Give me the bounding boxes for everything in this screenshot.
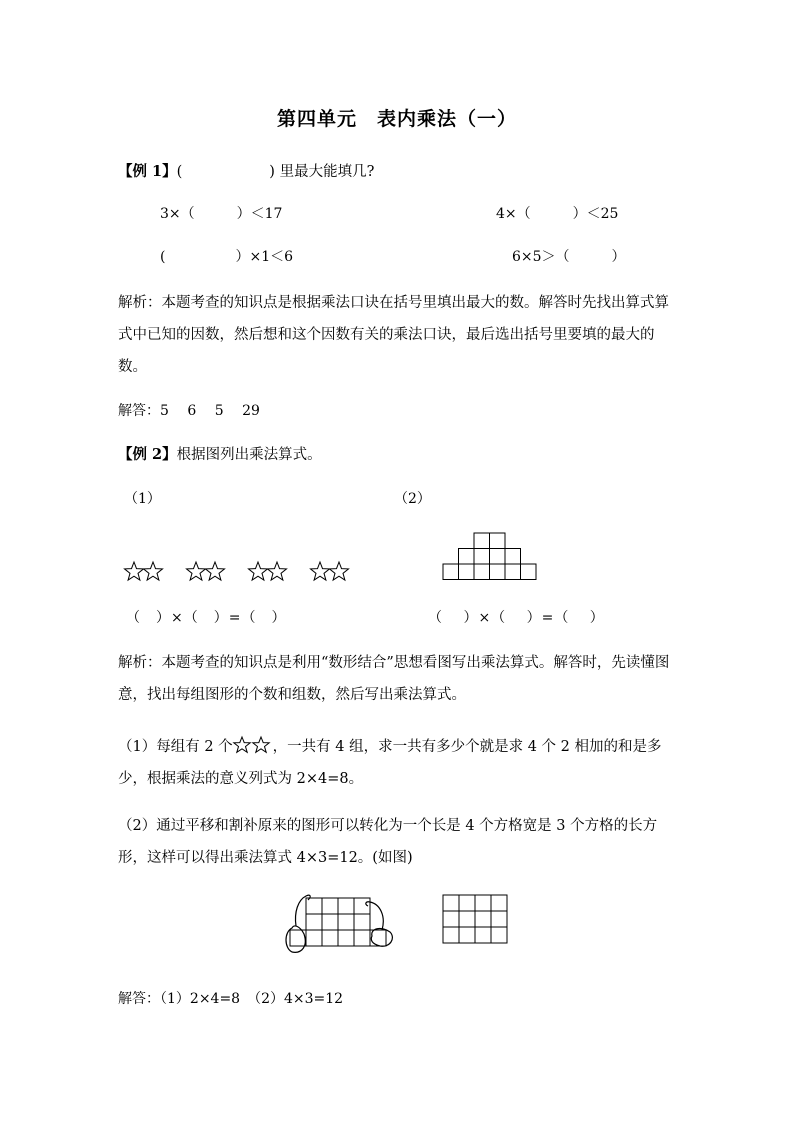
grid-cell [491,911,507,927]
analysis2-answer: 解答：（1）2×4=8 （2）4×3=12 [118,991,344,1007]
example1-label: 【例 1】 [118,163,177,180]
example1-item-2: 4×（ ）＜25 [496,206,619,222]
part1-prefix: （1）每组有 2 个 [118,739,233,755]
analysis1-text: 解析：本题考查的知识点是根据乘法口诀在括号里填出最大的数。解答时先找出算式算式中已知的因数，然后想和这个因数有关的乘法口诀，最后选出括号里要填的最大的数。 [118,295,669,375]
example1-heading [118,160,374,181]
grid-cell [322,914,338,930]
star-icon [187,562,206,580]
analysis2-part1 [118,731,678,795]
grid-cell [322,898,338,914]
grid-cell [459,927,475,943]
star-icon [249,562,268,580]
grid-cell [306,898,322,914]
example2-label: 【例 2】 [118,446,177,463]
grid-cell [338,898,354,914]
grid-cell [474,533,490,549]
grid-cell [475,911,491,927]
grid-cell [322,930,338,946]
grid-cell [505,549,521,565]
example2-heading [118,443,322,464]
blank-equation-2: （ ）×（ ）=（ ） [428,610,605,626]
star-icon [206,562,225,580]
grid-cell [306,914,322,930]
star-icon [125,562,144,580]
grid-cell [505,564,521,580]
grid-cell [338,930,354,946]
example1-question: ( ) 里最大能填几? [176,164,375,180]
block-pyramid-figure [442,532,542,582]
analysis2-text: 解析：本题考查的知识点是利用“数形结合”思想看图写出乘法算式。解答时，先读懂图意，找出每组图形的个数和组数，然后写出乘法算式。 [118,655,670,703]
grid-cell [459,564,475,580]
grid-cell [490,564,506,580]
example1-item-4: 6×5＞（ ） [512,249,626,265]
grid-cell [459,549,475,565]
analysis2-part2: （2）通过平移和割补原来的图形可以转化为一个长是 4 个方格宽是 3 个方格的长方形，这样可以得出乘法算式 4×3=12。(如图) [118,818,658,866]
grid-cell [443,911,459,927]
part2-label: （2） [394,491,431,507]
grid-cell [475,895,491,911]
part1-label: （1） [124,491,161,507]
example1-item-3: ( ）×1＜6 [160,249,294,265]
grid-cell [521,564,537,580]
star-icon [311,562,330,580]
grid-cell [474,549,490,565]
star-icon [268,562,287,580]
blank-equation-1: （ ）×（ ）=（ ） [126,610,287,626]
grid-cell [491,927,507,943]
transform-before-figure [282,890,400,956]
example1-item-1: 3×（ ）＜17 [160,206,283,222]
part1-suffix: ，一共有 4 组，求一共有多少个就是求 4 个 2 相加的和是多少，根据乘法的意义列式为 2×4=8。 [118,739,662,787]
grid-cell [474,564,490,580]
grid-cell [459,911,475,927]
grid-cell [491,895,507,911]
grid-cell [306,930,322,946]
page-title: 第四单元 表内乘法（一） [276,108,517,130]
transform-after-figure [442,894,512,948]
star-pair-icon [233,737,273,753]
grid-cell [443,895,459,911]
grid-cell [475,927,491,943]
grid-cell [338,914,354,930]
star-icon [330,562,349,580]
grid-cell [490,533,506,549]
grid-cell [354,930,370,946]
grid-cell [443,564,459,580]
analysis1-answer: 解答：5 6 5 29 [118,403,260,419]
example2-question: 根据图列出乘法算式。 [176,447,322,463]
grid-cell [354,914,370,930]
grid-cell [459,895,475,911]
star-icon [144,562,163,580]
grid-cell [443,927,459,943]
star-groups-figure [124,558,354,588]
grid-cell [490,549,506,565]
